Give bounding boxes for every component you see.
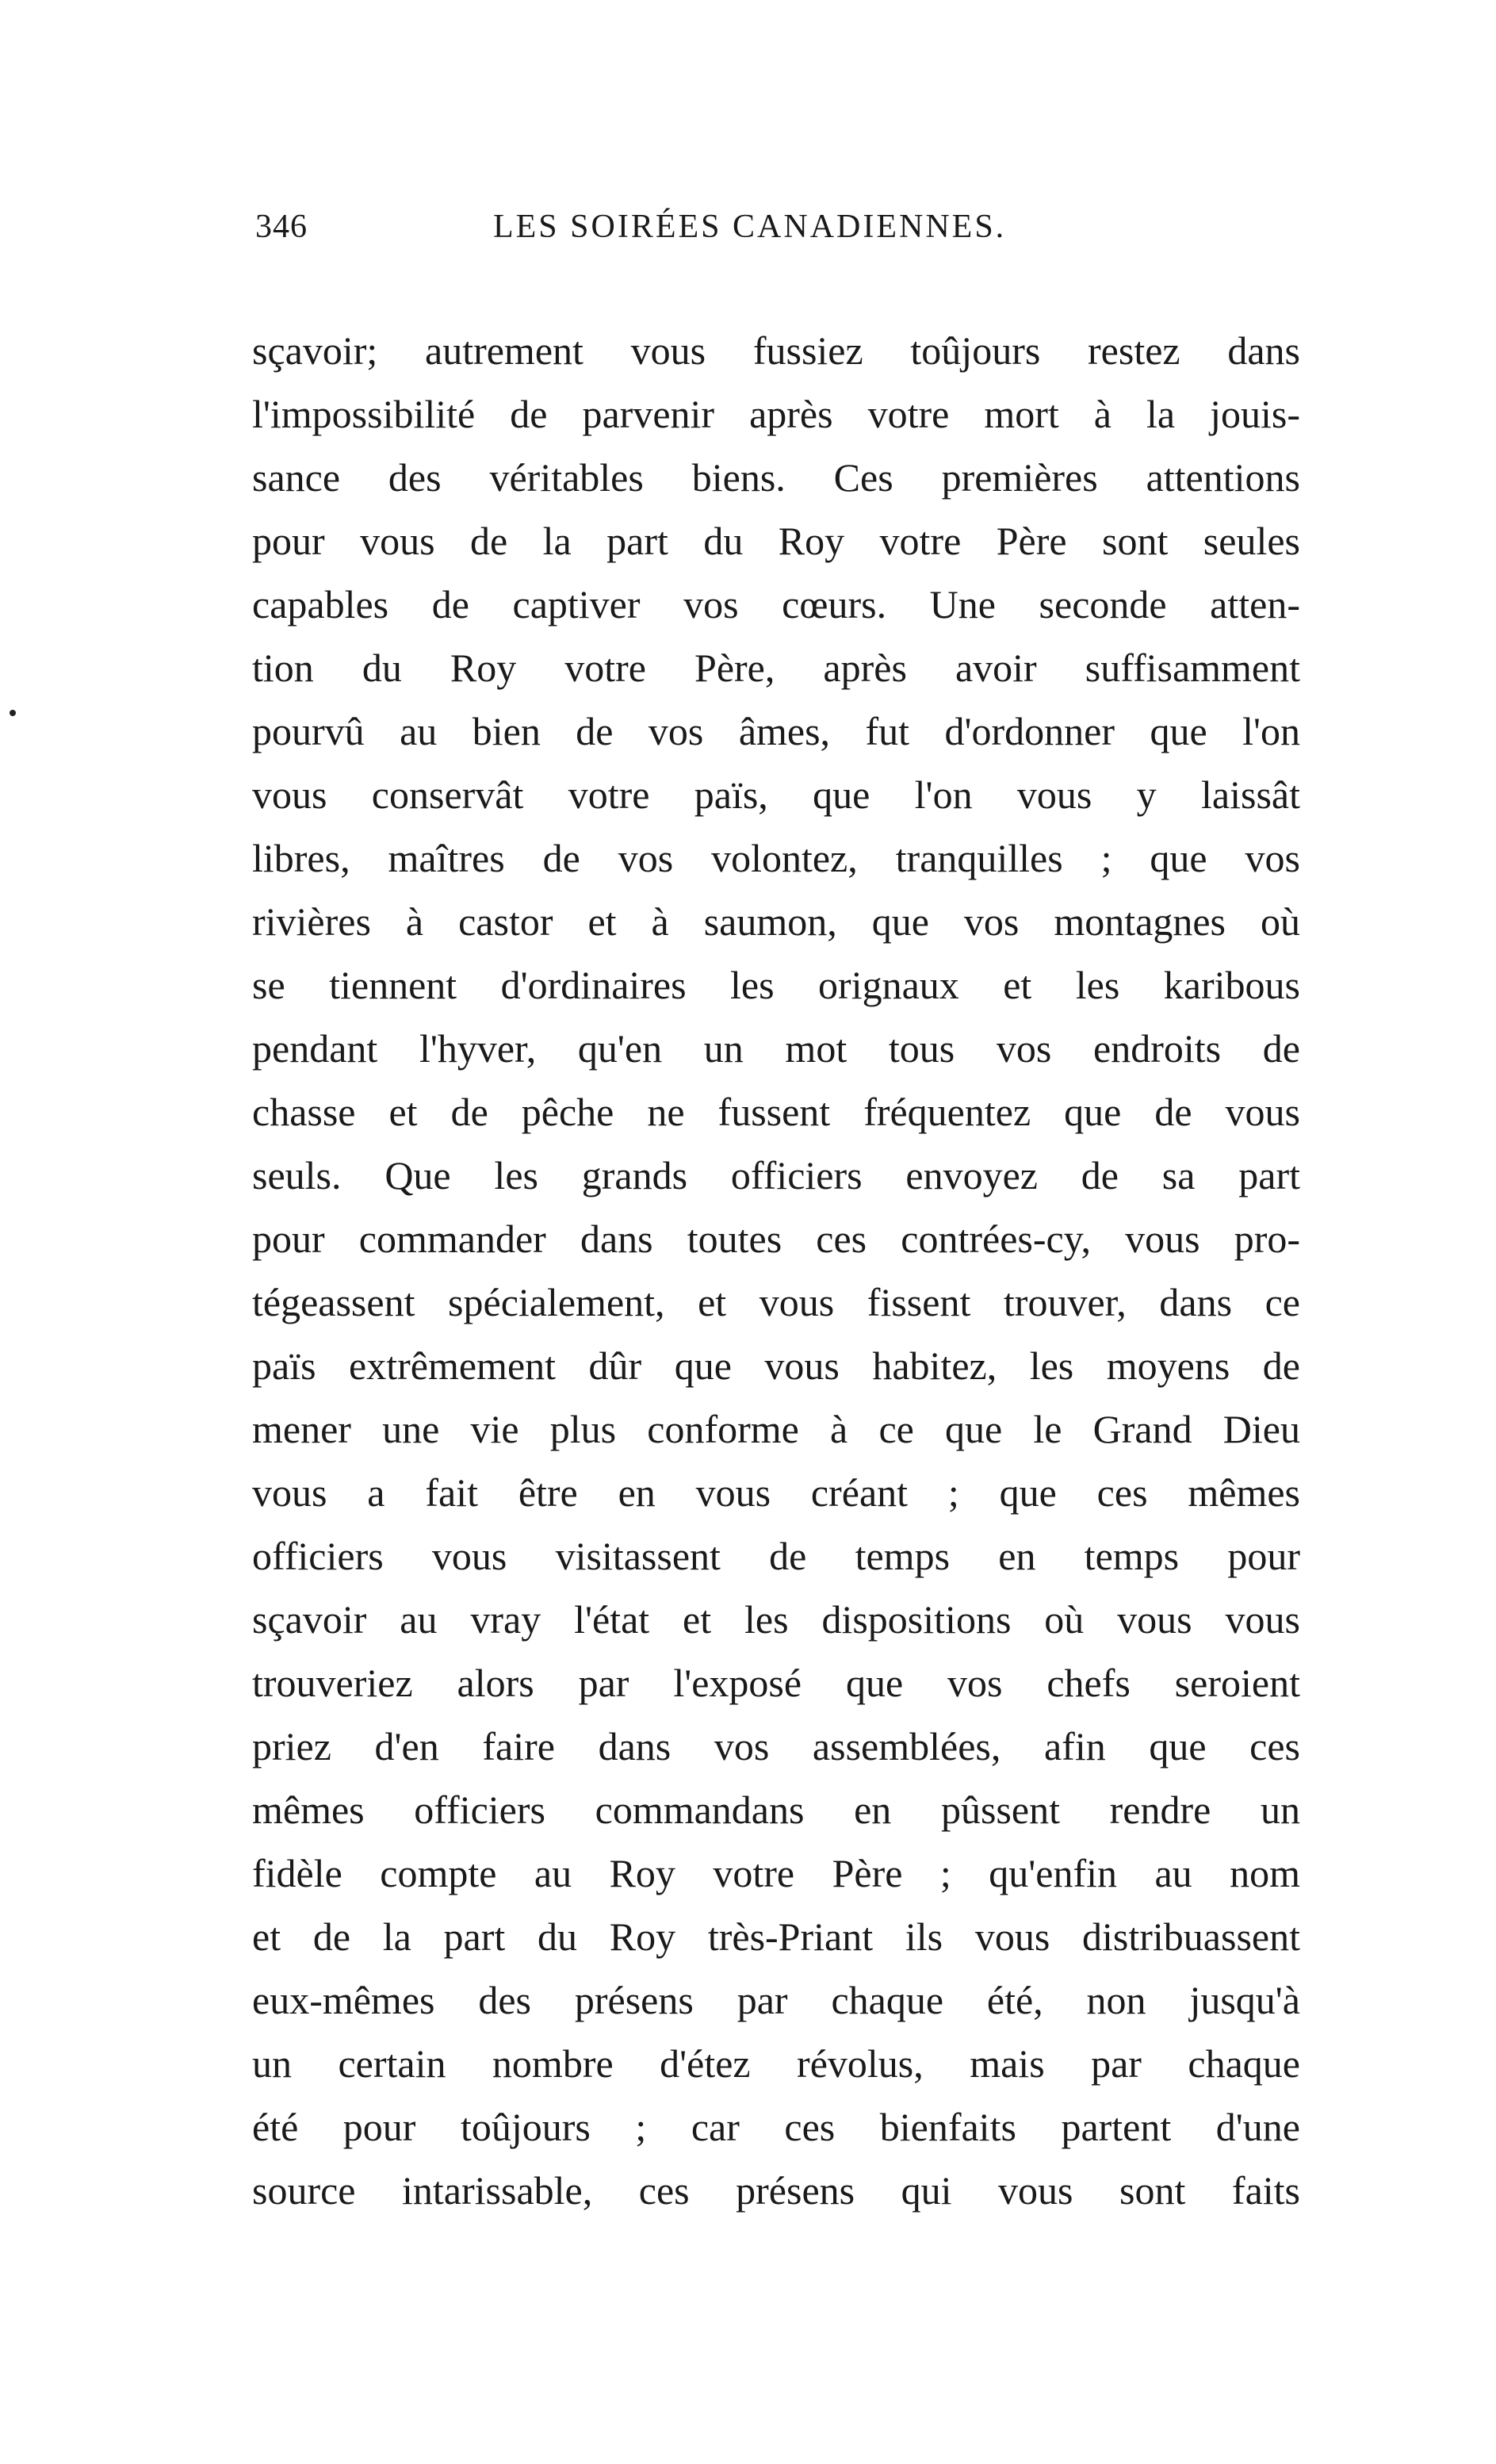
text-line: libres, maîtres de vos volontez, tranquilles ; que vos [252,836,1300,880]
text-line: mener une vie plus conforme à ce que le Grand Dieu [252,1407,1300,1451]
text-line: été pour toûjours ; car ces bienfaits partent d'une [252,2105,1300,2149]
text-line: tion du Roy votre Père, après avoir suffisamment [252,646,1300,690]
text-line: chasse et de pêche ne fussent fréquentez que de vous [252,1090,1300,1134]
text-line: pourvû au bien de vos âmes, fut d'ordonner que l'on [252,709,1300,753]
text-line: et de la part du Roy très-Priant ils vous distribuassent [252,1914,1300,1959]
text-line: l'impossibilité de parvenir après votre mort à la jouis- [252,392,1300,436]
margin-mark [10,710,16,716]
text-line: officiers vous visitassent de temps en temps pour [252,1534,1300,1578]
text-line: vous a fait être en vous créant ; que ces mêmes [252,1470,1300,1515]
text-line: eux-mêmes des présens par chaque été, non jusqu'à [252,1978,1300,2022]
text-line: source intarissable, ces présens qui vous sont faits [252,2168,1300,2213]
text-line: rivières à castor et à saumon, que vos montagnes où [252,899,1300,944]
text-line: fidèle compte au Roy votre Père ; qu'enfin au nom [252,1851,1300,1895]
text-line: sçavoir au vray l'état et les dispositions où vous vous [252,1597,1300,1642]
text-line: un certain nombre d'étez révolus, mais par chaque [252,2041,1300,2086]
text-line: se tiennent d'ordinaires les orignaux et les karibous [252,963,1300,1007]
text-line: sçavoir; autrement vous fussiez toûjours restez dans [252,328,1300,373]
page-number: 346 [255,209,308,245]
text-line: pendant l'hyver, qu'en un mot tous vos endroits de [252,1026,1300,1071]
text-line: mêmes officiers commandans en pûssent rendre un [252,1788,1300,1832]
text-line: sance des véritables biens. Ces premières attentions [252,455,1300,500]
text-line: seuls. Que les grands officiers envoyez de sa part [252,1153,1300,1198]
text-line: trouveriez alors par l'exposé que vos chefs seroient [252,1661,1300,1705]
text-line: pour vous de la part du Roy votre Père sont seules [252,519,1300,563]
text-line: priez d'en faire dans vos assemblées, afin que ces [252,1724,1300,1768]
text-line: capables de captiver vos cœurs. Une seconde atten- [252,582,1300,627]
text-line: tégeassent spécialement, et vous fissent trouver, dans ce [252,1280,1300,1324]
running-head [255,208,1302,255]
body-text [252,319,1300,2222]
text-line: pour commander dans toutes ces contrées-cy, vous pro- [252,1217,1300,1261]
text-line: païs extrêmement dûr que vous habitez, les moyens de [252,1343,1300,1388]
text-line: vous conservât votre païs, que l'on vous y laissât [252,772,1300,817]
running-title: LES SOIRÉES CANADIENNES. [493,209,1007,245]
